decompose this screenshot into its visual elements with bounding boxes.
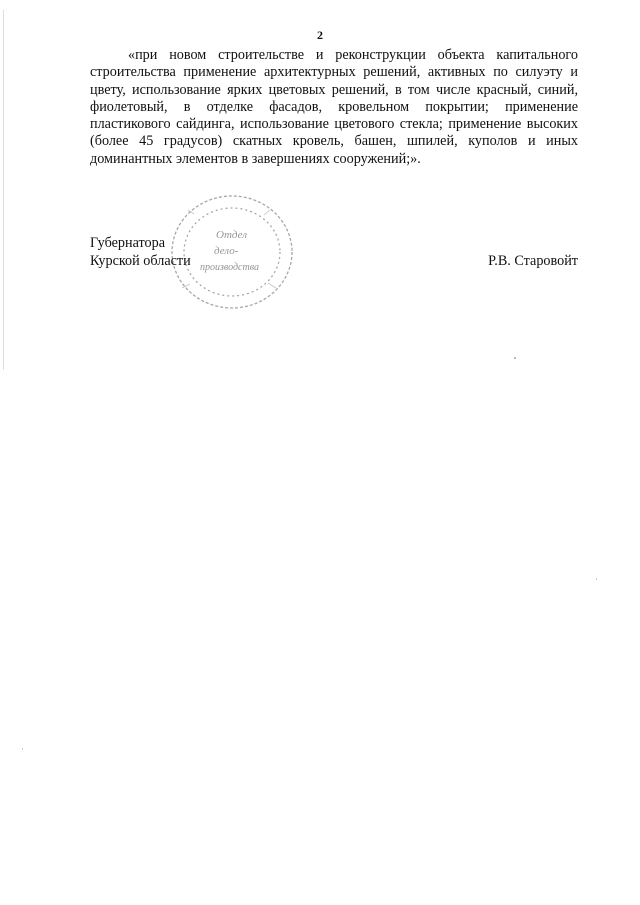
stamp-text-line2: дело-: [214, 245, 239, 257]
signatory-name: Р.В. Старовойт: [488, 253, 578, 269]
page-number: 2: [317, 28, 323, 42]
scan-edge-mark: [3, 10, 4, 370]
scan-dot: [22, 748, 23, 750]
scan-dot: [514, 357, 516, 359]
stamp-text-line3: производства: [200, 262, 259, 273]
signatory-title-line2: Курской области: [90, 253, 191, 269]
stamp-text-line1: Отдел: [216, 229, 247, 241]
signatory-title-line1: Губернатора: [90, 235, 166, 251]
signatory-title: [90, 234, 191, 270]
scan-dot: [596, 578, 597, 580]
body-paragraph: «при новом строительстве и реконструкции объекта капитального строительства применение архитектурных решений, активных по силуэту и цвету, использование ярких цветовых решений, в том числе красный, синий, фиолетовый, в отделке фасадов, кровельном покрытии; применение пластикового сайдинга, использование цветового стекла; применение высоких (более 45 градусов) скатных кровель, башен, шпилей, куполов и иных доминантных элементов в завершениях сооружений;».: [90, 47, 578, 167]
